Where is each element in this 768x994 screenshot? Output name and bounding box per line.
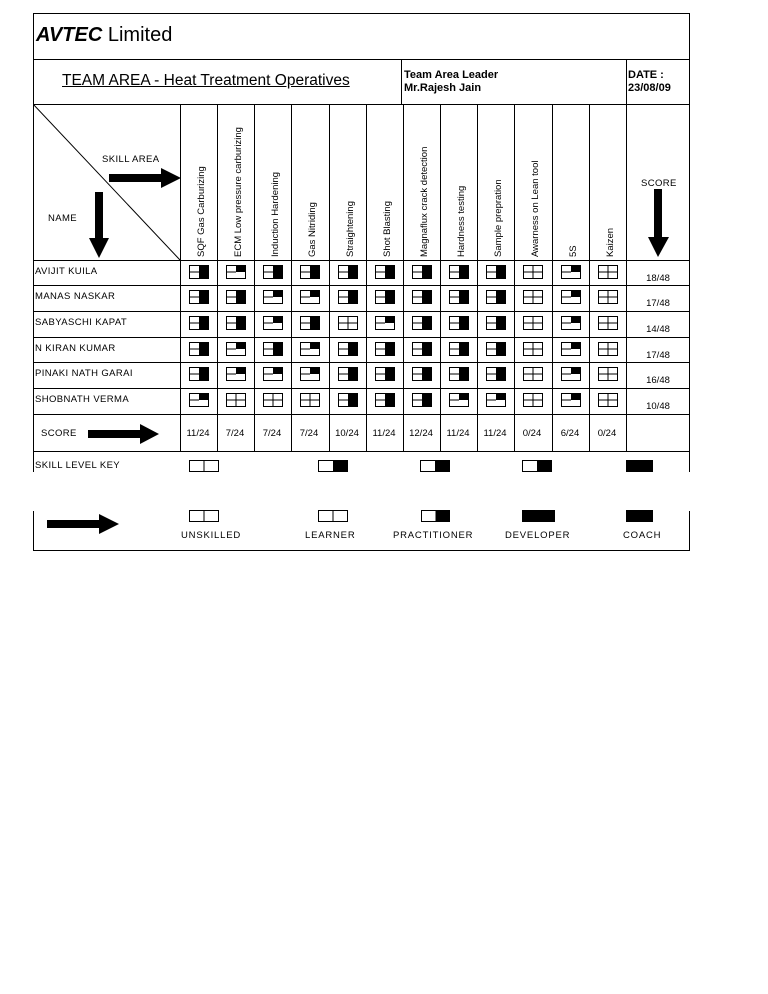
company-title [36, 24, 172, 47]
skill-level-icon [226, 393, 246, 407]
skill-level-icon [263, 342, 283, 356]
skill-level-icon [412, 290, 432, 304]
skill-level-icon [375, 265, 395, 279]
skill-total-score: 10/24 [335, 428, 359, 439]
skill-level-icon [226, 290, 246, 304]
skill-level-icon [263, 290, 283, 304]
key-level-label: DEVELOPER [505, 530, 571, 541]
skill-header: Hardness testing [456, 185, 467, 257]
skill-area-label: SKILL AREA [102, 154, 160, 165]
skill-level-icon [561, 316, 581, 330]
skill-level-icon [486, 393, 506, 407]
skill-level-icon [412, 342, 432, 356]
date-block [628, 69, 671, 95]
skill-level-icon [449, 393, 469, 407]
score-header: SCORE [641, 178, 677, 189]
date-value: 23/08/09 [628, 82, 671, 94]
skill-header: 5S [568, 245, 579, 257]
name-label: NAME [48, 213, 78, 224]
skill-level-icon [263, 265, 283, 279]
skill-level-icon [375, 393, 395, 407]
leader-name: Mr.Rajesh Jain [404, 82, 482, 94]
skill-level-icon [263, 367, 283, 381]
skill-header: Straightening [345, 201, 356, 257]
skill-level-icon [189, 265, 209, 279]
skill-level-icon [523, 367, 543, 381]
skill-level-icon [263, 316, 283, 330]
employee-score: 18/48 [646, 273, 670, 284]
skill-level-icon [486, 342, 506, 356]
skill-total-score: 11/24 [186, 428, 210, 439]
skill-level-icon [375, 342, 395, 356]
skill-level-icon [486, 367, 506, 381]
down-arrow-icon [89, 192, 109, 259]
skill-level-icon [338, 393, 358, 407]
score-row-label: SCORE [41, 428, 77, 439]
key-level-icon [421, 510, 450, 522]
skill-total-score: 0/24 [522, 428, 542, 439]
company-name-bold: AVTEC [36, 24, 103, 46]
skill-level-icon [523, 393, 543, 407]
right-arrow-icon [109, 168, 183, 188]
skill-level-icon [338, 367, 358, 381]
skill-level-icon [561, 367, 581, 381]
key-developer-top-icon [522, 460, 552, 472]
skill-level-icon [523, 316, 543, 330]
skill-level-icon [338, 342, 358, 356]
skill-total-score: 11/24 [483, 428, 507, 439]
skill-level-icon [226, 342, 246, 356]
skill-level-icon [486, 290, 506, 304]
skill-level-icon [300, 367, 320, 381]
employee-score: 10/48 [646, 401, 670, 412]
employee-name: AVIJIT KUILA [35, 266, 98, 277]
skill-level-icon [226, 265, 246, 279]
skill-level-icon [189, 393, 209, 407]
skill-level-icon [486, 265, 506, 279]
skill-level-icon [412, 265, 432, 279]
skill-level-icon [598, 265, 618, 279]
skill-total-score: 7/24 [225, 428, 245, 439]
key-level-label: PRACTITIONER [393, 530, 474, 541]
key-level-label: COACH [623, 530, 662, 541]
skill-level-icon [189, 316, 209, 330]
skill-level-icon [338, 265, 358, 279]
team-leader-block [404, 69, 498, 95]
date-label: DATE : [628, 69, 664, 81]
skill-level-icon [561, 290, 581, 304]
skill-level-icon [598, 342, 618, 356]
skill-level-icon [561, 342, 581, 356]
key-level-label: UNSKILLED [181, 530, 241, 541]
employee-name: SHOBNATH VERMA [35, 394, 130, 405]
skill-level-icon [375, 290, 395, 304]
skill-total-score: 7/24 [299, 428, 319, 439]
skill-level-icon [523, 265, 543, 279]
employee-score: 17/48 [646, 298, 670, 309]
skill-level-icon [449, 367, 469, 381]
skill-level-icon [449, 290, 469, 304]
skill-level-icon [263, 393, 283, 407]
skill-header: Magnaflux crack detection [419, 146, 430, 257]
skill-level-icon [449, 265, 469, 279]
key-level-icon [318, 510, 348, 522]
skill-level-icon [412, 393, 432, 407]
score-right-arrow-icon [88, 424, 160, 444]
skill-level-icon [300, 265, 320, 279]
skill-header: Induction Hardening [270, 171, 281, 257]
key-level-icon [522, 510, 555, 522]
skill-total-score: 7/24 [262, 428, 282, 439]
employee-name: N KIRAN KUMAR [35, 343, 116, 354]
key-level-icon [626, 510, 653, 522]
key-coach-top-icon [626, 460, 653, 472]
employee-name: MANAS NASKAR [35, 291, 116, 302]
skill-level-icon [300, 290, 320, 304]
skill-total-score: 0/24 [597, 428, 617, 439]
skill-header: ECM Low pressure carburizing [233, 127, 244, 257]
skill-level-icon [523, 342, 543, 356]
skill-header: Kaizen [605, 227, 616, 257]
skill-level-icon [486, 316, 506, 330]
skill-level-icon [449, 316, 469, 330]
skill-level-icon [598, 393, 618, 407]
skill-level-icon [189, 342, 209, 356]
skill-level-icon [300, 393, 320, 407]
key-unskilled-icon [189, 460, 219, 472]
skill-level-icon [226, 367, 246, 381]
employee-name: PINAKI NATH GARAI [35, 368, 133, 379]
skill-header: Gas Nitriding [307, 202, 318, 257]
key-level-icon [189, 510, 219, 522]
score-down-arrow-icon [648, 189, 670, 258]
skill-level-icon [412, 367, 432, 381]
skill-level-icon [523, 290, 543, 304]
company-name-rest: Limited [102, 24, 173, 46]
key-title: SKILL LEVEL KEY [35, 460, 121, 471]
skill-level-icon [449, 342, 469, 356]
skill-level-icon [598, 290, 618, 304]
key-right-arrow-icon [47, 514, 121, 534]
skill-header: Shot Blasting [382, 201, 393, 257]
skill-level-icon [561, 393, 581, 407]
key-level-label: LEARNER [305, 530, 356, 541]
team-area-title: TEAM AREA - Heat Treatment Operatives [62, 72, 350, 89]
skill-header: SQF Gas Carburizing [196, 166, 207, 257]
skill-level-icon [338, 316, 358, 330]
skill-header: Awarness on Lean tool [530, 160, 541, 257]
employee-score: 14/48 [646, 324, 670, 335]
skill-level-icon [375, 316, 395, 330]
leader-label: Team Area Leader [404, 69, 499, 81]
skill-header: Sample prepration [493, 179, 504, 257]
employee-score: 17/48 [646, 350, 670, 361]
skill-level-icon [338, 290, 358, 304]
skill-level-icon [598, 367, 618, 381]
key-practitioner-top-icon [318, 460, 348, 472]
skill-level-icon [375, 367, 395, 381]
skill-level-icon [300, 342, 320, 356]
skill-level-icon [189, 367, 209, 381]
skill-total-score: 6/24 [560, 428, 580, 439]
key-practitioner-icon [420, 460, 450, 472]
skill-total-score: 12/24 [409, 428, 433, 439]
skill-total-score: 11/24 [446, 428, 470, 439]
skill-total-score: 11/24 [372, 428, 396, 439]
employee-score: 16/48 [646, 375, 670, 386]
skill-level-icon [412, 316, 432, 330]
skill-level-icon [226, 316, 246, 330]
employee-name: SABYASCHI KAPAT [35, 317, 128, 328]
skill-level-icon [300, 316, 320, 330]
skill-level-icon [189, 290, 209, 304]
skill-level-icon [598, 316, 618, 330]
skill-level-icon [561, 265, 581, 279]
